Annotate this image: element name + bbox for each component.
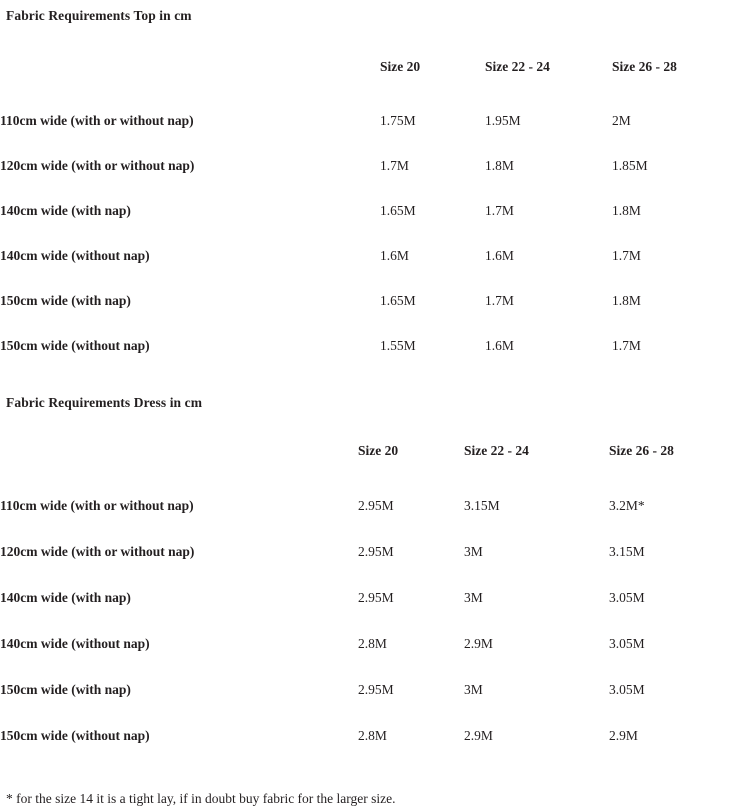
dress-section-title: Fabric Requirements Dress in cm (6, 395, 203, 410)
row-value-size-26-28: 1.85M (612, 158, 648, 173)
row-value-size-20: 1.7M (380, 158, 409, 173)
row-value-size-22-24: 2.9M (464, 636, 493, 651)
row-value-size-26-28: 1.8M (612, 293, 641, 308)
row-label: 150cm wide (without nap) (0, 338, 150, 353)
column-header-blank (0, 411, 358, 487)
table-row (0, 238, 744, 283)
row-value-size-22-24: 1.6M (485, 338, 514, 353)
footnote: * for the size 14 it is a tight lay, if in doubt buy fabric for the larger size. (6, 791, 396, 806)
table-row (0, 148, 744, 193)
table-row (0, 533, 748, 579)
row-label: 140cm wide (with nap) (0, 590, 131, 605)
top-section-title: Fabric Requirements Top in cm (6, 8, 192, 23)
row-value-size-20: 2.95M (358, 682, 394, 697)
row-label: 140cm wide (without nap) (0, 636, 150, 651)
table-row (0, 487, 748, 533)
row-value-size-26-28: 3.2M* (609, 498, 645, 513)
row-value-size-26-28: 1.7M (612, 338, 641, 353)
row-value-size-20: 1.65M (380, 203, 416, 218)
row-value-size-22-24: 1.6M (485, 248, 514, 263)
row-value-size-20: 1.75M (380, 113, 416, 128)
row-label: 150cm wide (without nap) (0, 728, 150, 743)
row-value-size-22-24: 2.9M (464, 728, 493, 743)
row-value-size-26-28: 3.05M (609, 636, 645, 651)
column-header-size-20: Size 20 (358, 443, 399, 458)
row-value-size-22-24: 3M (464, 544, 483, 559)
row-label: 120cm wide (with or without nap) (0, 544, 195, 559)
table-row (0, 283, 744, 328)
row-label: 140cm wide (with nap) (0, 203, 131, 218)
row-label: 120cm wide (with or without nap) (0, 158, 195, 173)
column-header-size-22-24: Size 22 - 24 (464, 443, 529, 458)
row-label: 140cm wide (without nap) (0, 248, 150, 263)
table-row (0, 625, 748, 671)
column-header-size-20: Size 20 (380, 59, 421, 74)
row-value-size-22-24: 1.8M (485, 158, 514, 173)
row-value-size-26-28: 1.8M (612, 203, 641, 218)
row-value-size-20: 2.8M (358, 728, 387, 743)
row-value-size-20: 1.6M (380, 248, 409, 263)
table-row (0, 328, 744, 373)
row-value-size-26-28: 1.7M (612, 248, 641, 263)
row-label: 150cm wide (with nap) (0, 682, 131, 697)
table-row (0, 103, 744, 148)
column-header-size-26-28: Size 26 - 28 (609, 443, 674, 458)
row-value-size-22-24: 1.7M (485, 293, 514, 308)
row-label: 110cm wide (with or without nap) (0, 113, 194, 128)
row-value-size-22-24: 1.95M (485, 113, 521, 128)
column-header-size-22-24: Size 22 - 24 (485, 59, 550, 74)
row-value-size-20: 2.8M (358, 636, 387, 651)
column-header-size-26-28: Size 26 - 28 (612, 59, 677, 74)
row-value-size-26-28: 3.15M (609, 544, 645, 559)
row-value-size-22-24: 3.15M (464, 498, 500, 513)
row-value-size-20: 1.65M (380, 293, 416, 308)
table-row (0, 193, 744, 238)
row-value-size-20: 1.55M (380, 338, 416, 353)
row-value-size-26-28: 2M (612, 113, 631, 128)
row-value-size-26-28: 3.05M (609, 590, 645, 605)
row-value-size-22-24: 3M (464, 682, 483, 697)
row-value-size-20: 2.95M (358, 498, 394, 513)
row-label: 110cm wide (with or without nap) (0, 498, 194, 513)
row-value-size-20: 2.95M (358, 590, 394, 605)
row-value-size-26-28: 3.05M (609, 682, 645, 697)
row-value-size-20: 2.95M (358, 544, 394, 559)
table-row (0, 717, 748, 763)
row-label: 150cm wide (with nap) (0, 293, 131, 308)
table-row (0, 579, 748, 625)
table-header-row (0, 24, 744, 103)
column-header-blank (0, 24, 372, 103)
row-value-size-26-28: 2.9M (609, 728, 638, 743)
row-value-size-22-24: 1.7M (485, 203, 514, 218)
fabric-requirements-dress-table (0, 411, 748, 763)
table-header-row (0, 411, 748, 487)
fabric-requirements-top-table (0, 24, 744, 373)
table-row (0, 671, 748, 717)
row-value-size-22-24: 3M (464, 590, 483, 605)
